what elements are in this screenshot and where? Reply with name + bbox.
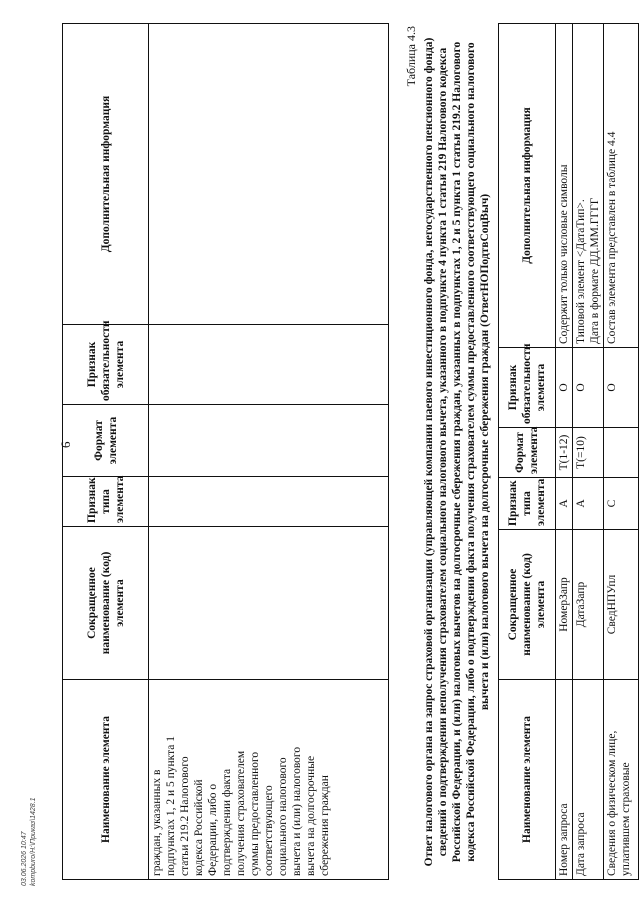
cell-info: Типовой элемент <ДатаТип>. Дата в формате ДД.ММ.ГГГГ (573, 24, 604, 348)
footer-stamp-date: 03.06.2026 10:47 (21, 831, 28, 886)
cell-code: НомерЗапр (556, 530, 573, 680)
header-element-type: Признак типа элемента (63, 477, 149, 527)
header-element-name: Наименование элемента (499, 680, 556, 880)
cell-info (149, 24, 389, 325)
cell-format: T(=10) (573, 428, 604, 478)
cell-format (149, 405, 389, 477)
cell-name: Дата запроса (573, 680, 604, 880)
table-row (573, 24, 604, 880)
cell-code: ДатаЗапр (573, 530, 604, 680)
rotated-page-content (62, 20, 632, 880)
table-header-row (63, 24, 149, 880)
header-additional-info: Дополнительная информация (499, 24, 556, 348)
cell-format (604, 428, 639, 478)
cell-name: Сведения о физическом лице, уплатившем страховые (604, 680, 639, 880)
footer-stamp (20, 797, 38, 886)
cell-type: А (556, 478, 573, 530)
header-additional-info: Дополнительная информация (63, 24, 149, 325)
table-row (604, 24, 639, 880)
header-element-required: Признак обязательности элемента (499, 348, 556, 428)
cell-format: T(1-12) (556, 428, 573, 478)
table-row (556, 24, 573, 880)
header-element-code: Сокращенное наименование (код) элемента (499, 530, 556, 680)
cell-info: Состав элемента представлен в таблице 4.4 (604, 24, 639, 348)
cell-type (149, 477, 389, 527)
cell-required: О (604, 348, 639, 428)
table-4-3 (498, 23, 639, 880)
table-continuation (62, 23, 389, 880)
cell-required: О (573, 348, 604, 428)
cell-code: СведНПУпл (604, 530, 639, 680)
table-header-row (499, 24, 556, 880)
header-element-required: Признак обязательности элемента (63, 325, 149, 405)
page-number: 6 (58, 441, 73, 448)
header-element-format: Формат элемента (63, 405, 149, 477)
cell-type: С (604, 478, 639, 530)
header-element-code: Сокращенное наименование (код) элемента (63, 527, 149, 680)
header-element-name: Наименование элемента (63, 680, 149, 880)
cell-name: граждан, указанных в подпунктах 1, 2 и 5 пункта 1 статьи 219.2 Налогового кодекса Российской Федерации, либо о подтверждении факта получения страхователем суммы предоставленного соответствующего социального налогового вычета и (или) налогового вычета на долгосрочные сбережения граждан (149, 680, 389, 880)
cell-required (149, 325, 389, 405)
cell-code (149, 527, 389, 680)
header-element-type: Признак типа элемента (499, 478, 556, 530)
header-element-format: Формат элемента (499, 428, 556, 478)
cell-type: А (573, 478, 604, 530)
table-label: Таблица 4.3 (404, 26, 418, 87)
footer-stamp-path: kompburo/Н:\Приказ\1428.1 (30, 797, 37, 886)
cell-required: О (556, 348, 573, 428)
cell-info: Содержит только числовые символы (556, 24, 573, 348)
cell-name: Номер запроса (556, 680, 573, 880)
table-caption: Ответ налогового органа на запрос страховой организации (управляющей компании паевого инвестиционного фонда, негосударственного пенсионного фонда) сведений о подтверждении неполучения страхователем социального налогового вычета, указанного в подпункте 4 пункта 1 статьи 219 Налогового кодекса Российской Федерации, и (или) налоговых вычетов на долгосрочные сбережения граждан, указанных в подпунктах 1, 2 и 5 пункта 1 статьи 219.2 Налогового кодекса Российской Федерации, либо о подтверждении факта получения страхователем суммы предоставленного соответствующего социального налогового вычета и (или) налогового вычета на долгосрочные сбережения граждан (ОтветНОПодтвСоцВыч) (423, 37, 491, 867)
table-row (149, 24, 389, 880)
